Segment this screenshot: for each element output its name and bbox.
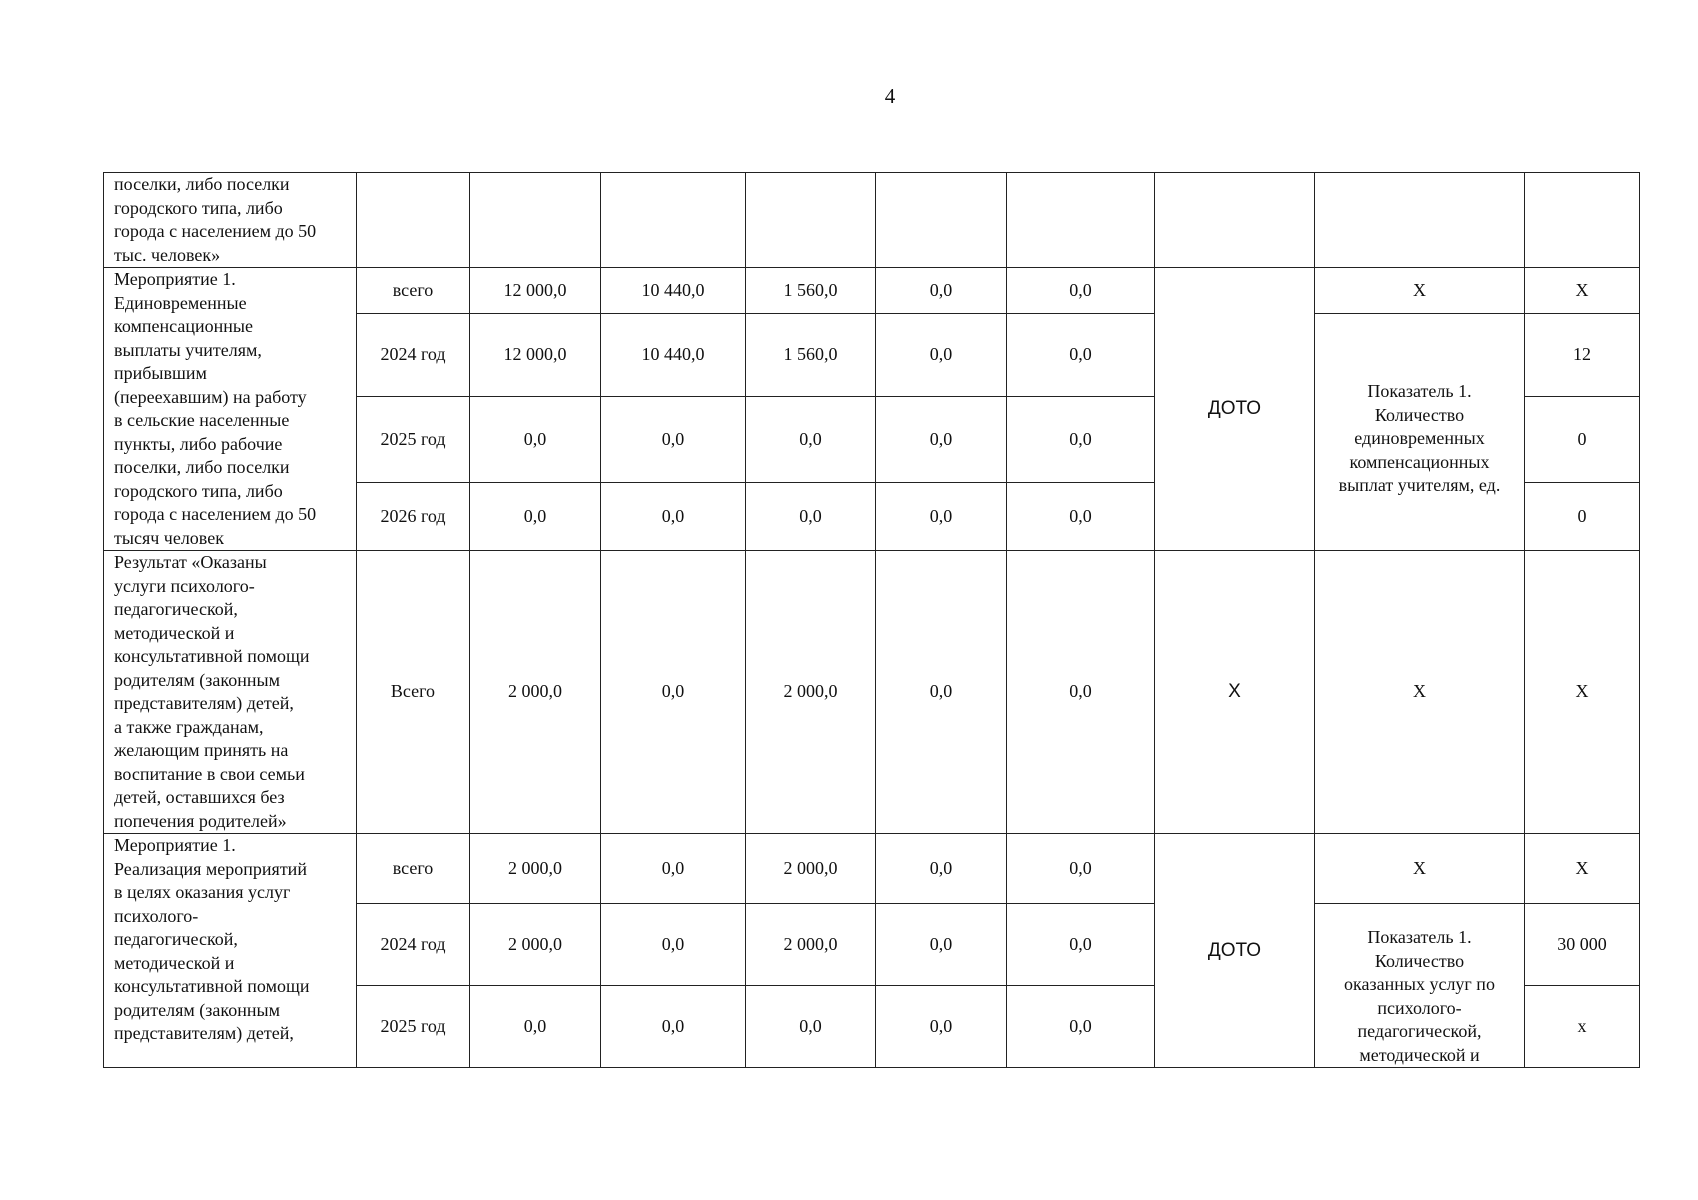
indicator-cell: Показатель 1. Количество единовременных компенсационных выплат учителям, ед. xyxy=(1315,314,1525,551)
value-cell: 0,0 xyxy=(746,483,876,551)
target-cell: 30 000 xyxy=(1525,904,1640,986)
description-cell: Результат «Оказаны услуги психолого- педагогической, методической и консультативной помощи родителям (законным представителям) детей, а также гражданам, желающим принять на воспитание в свои семьи детей, оставшихся без попечения родителей» xyxy=(104,551,357,834)
source-cell xyxy=(1155,173,1315,268)
target-cell: Х xyxy=(1525,834,1640,904)
value-cell: 1 560,0 xyxy=(746,314,876,397)
value-cell: 2 000,0 xyxy=(746,904,876,986)
value-cell: 0,0 xyxy=(601,483,746,551)
description-cell: Мероприятие 1. Реализация мероприятий в целях оказания услуг психолого- педагогической, методической и консультативной помощи родителям (законным представителям) детей, xyxy=(104,834,357,1068)
page-number: 4 xyxy=(884,84,896,108)
value-cell: 2 000,0 xyxy=(470,904,601,986)
value-cell: 0,0 xyxy=(1007,904,1155,986)
description-cell: Мероприятие 1. Единовременные компенсационные выплаты учителям, прибывшим (переехавшим) на работу в сельские населенные пункты, либо рабочие поселки, либо поселки городского типа, либо города с населением до 50 тысяч человек xyxy=(104,268,357,551)
value-cell: 1 560,0 xyxy=(746,268,876,314)
program-table xyxy=(103,172,1640,1068)
value-cell: 0,0 xyxy=(601,834,746,904)
table-row xyxy=(104,173,1640,268)
value-cell: 0,0 xyxy=(876,397,1007,483)
value-cell: 0,0 xyxy=(1007,551,1155,834)
value-cell: 2 000,0 xyxy=(746,834,876,904)
value-cell: 0,0 xyxy=(876,483,1007,551)
value-cell: 0,0 xyxy=(876,834,1007,904)
table-row xyxy=(104,268,1640,314)
value-cell: 0,0 xyxy=(601,397,746,483)
value-cell: 0,0 xyxy=(1007,268,1155,314)
target-cell xyxy=(1525,173,1640,268)
period-cell: всего xyxy=(357,834,470,904)
value-cell: 0,0 xyxy=(1007,834,1155,904)
value-cell: 0,0 xyxy=(601,551,746,834)
value-cell: 0,0 xyxy=(876,268,1007,314)
period-cell: Всего xyxy=(357,551,470,834)
value-cell: 0,0 xyxy=(470,986,601,1068)
period-cell xyxy=(357,173,470,268)
value-cell xyxy=(1007,173,1155,268)
value-cell: 2 000,0 xyxy=(746,551,876,834)
value-cell: 12 000,0 xyxy=(470,268,601,314)
indicator-cell: Х xyxy=(1315,551,1525,834)
value-cell: 0,0 xyxy=(876,551,1007,834)
value-cell xyxy=(876,173,1007,268)
value-cell: 0,0 xyxy=(876,904,1007,986)
value-cell: 12 000,0 xyxy=(470,314,601,397)
source-cell: ДОТО xyxy=(1155,834,1315,1068)
value-cell: 0,0 xyxy=(876,314,1007,397)
period-cell: всего xyxy=(357,268,470,314)
value-cell xyxy=(470,173,601,268)
description-cell: поселки, либо поселки городского типа, либо города с населением до 50 тыс. человек» xyxy=(104,173,357,268)
value-cell: 0,0 xyxy=(601,986,746,1068)
indicator-cell xyxy=(1315,173,1525,268)
value-cell: 0,0 xyxy=(746,397,876,483)
target-cell: 0 xyxy=(1525,397,1640,483)
period-cell: 2024 год xyxy=(357,314,470,397)
source-cell: Х xyxy=(1155,551,1315,834)
table-row xyxy=(104,834,1640,904)
value-cell xyxy=(746,173,876,268)
value-cell: 10 440,0 xyxy=(601,268,746,314)
value-cell: 0,0 xyxy=(1007,483,1155,551)
target-cell: х xyxy=(1525,986,1640,1068)
value-cell: 10 440,0 xyxy=(601,314,746,397)
value-cell: 2 000,0 xyxy=(470,834,601,904)
indicator-cell: Х xyxy=(1315,834,1525,904)
value-cell: 0,0 xyxy=(876,986,1007,1068)
period-cell: 2025 год xyxy=(357,986,470,1068)
target-cell: Х xyxy=(1525,268,1640,314)
value-cell: 0,0 xyxy=(1007,397,1155,483)
value-cell: 0,0 xyxy=(1007,986,1155,1068)
period-cell: 2024 год xyxy=(357,904,470,986)
source-cell: ДОТО xyxy=(1155,268,1315,551)
value-cell: 0,0 xyxy=(746,986,876,1068)
indicator-cell: Показатель 1. Количество оказанных услуг по психолого- педагогической, методической и xyxy=(1315,904,1525,1068)
period-cell: 2025 год xyxy=(357,397,470,483)
value-cell: 0,0 xyxy=(1007,314,1155,397)
value-cell xyxy=(601,173,746,268)
value-cell: 0,0 xyxy=(470,483,601,551)
value-cell: 2 000,0 xyxy=(470,551,601,834)
table-row xyxy=(104,551,1640,834)
indicator-cell: Х xyxy=(1315,268,1525,314)
period-cell: 2026 год xyxy=(357,483,470,551)
value-cell: 0,0 xyxy=(601,904,746,986)
target-cell: 12 xyxy=(1525,314,1640,397)
target-cell: 0 xyxy=(1525,483,1640,551)
value-cell: 0,0 xyxy=(470,397,601,483)
target-cell: Х xyxy=(1525,551,1640,834)
